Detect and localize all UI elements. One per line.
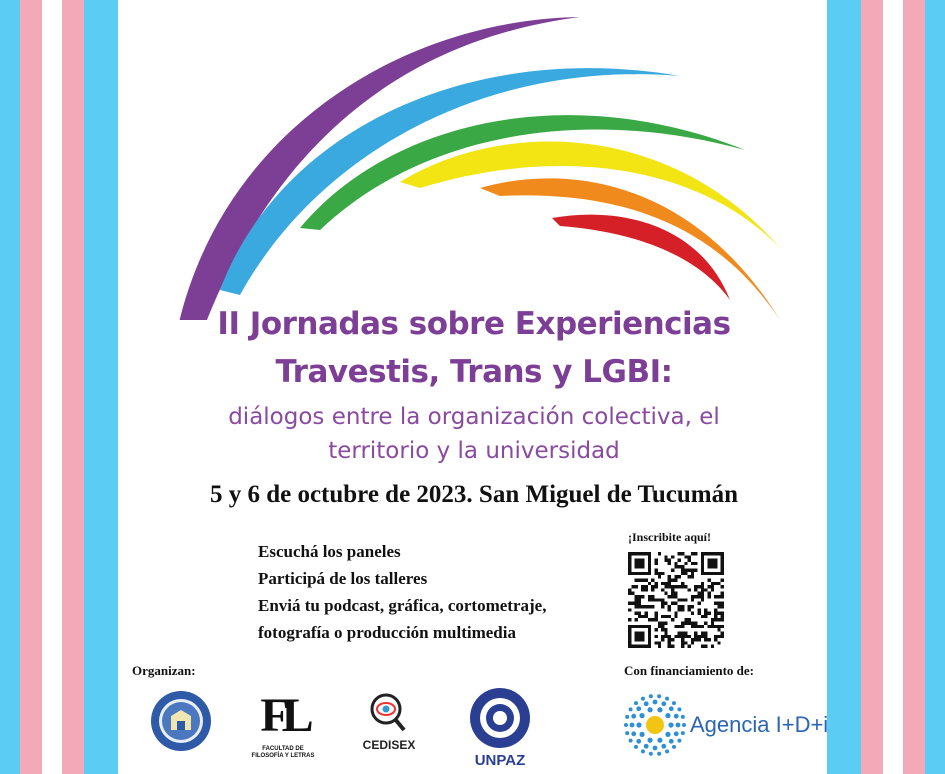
ffl-caption: FACULTAD DE FILOSOFÍA Y LETRAS (251, 746, 315, 759)
action-item: fotografía o producción multimedia (258, 623, 516, 642)
ffl-logo (248, 688, 318, 766)
agencia-dot (657, 738, 662, 743)
agencia-dot (681, 731, 685, 735)
agencia-dot (636, 739, 641, 744)
stripe-white (883, 0, 903, 774)
agencia-dot (647, 707, 652, 712)
stripe-blue (84, 0, 118, 774)
event-title-line1: II Jornadas sobre Experiencias (217, 306, 731, 342)
agencia-dots-icon (624, 694, 686, 756)
agencia-dot (634, 701, 638, 705)
agencia-dot (631, 714, 636, 719)
cedisex-wordmark: CEDISEX (362, 738, 416, 752)
event-subtitle-line1: diálogos entre la organización colectiva, el (228, 404, 720, 430)
stripe-pink (20, 0, 42, 774)
stripe-white (42, 0, 62, 774)
event-subtitle-line2: territorio y la universidad (328, 438, 620, 464)
unpaz-wordmark: UNPAZ (474, 752, 526, 769)
agencia-dot (647, 738, 652, 743)
agencia-dot (674, 714, 679, 719)
action-item: Participá de los talleres (258, 569, 428, 588)
stripe-blue (925, 0, 945, 774)
agencia-dot (668, 722, 673, 727)
agencia-dot (630, 723, 635, 728)
agencia-dot (672, 701, 676, 705)
red-arc (552, 215, 730, 300)
unpaz-sun-icon (460, 684, 540, 750)
agencia-dot (644, 701, 649, 706)
agencia-dot (677, 707, 681, 711)
agencia-dot (676, 723, 681, 728)
organizers-label: Organizan: (132, 663, 196, 678)
stripe-pink (903, 0, 925, 774)
registration-qr-code[interactable] (628, 552, 724, 648)
blue-arc (220, 68, 680, 295)
agencia-dot (649, 694, 653, 698)
left-trans-flag-stripes (0, 0, 118, 774)
agencia-dot (665, 749, 669, 753)
agencia-dot (625, 731, 629, 735)
agencia-dot (681, 715, 685, 719)
agencia-dot (641, 749, 645, 753)
agencia-dot (665, 697, 669, 701)
stripe-pink (861, 0, 883, 774)
agencia-dot (661, 701, 666, 706)
unpaz-logo (460, 684, 540, 772)
agencia-idi-logo (624, 694, 839, 758)
cedisex-logo (354, 690, 424, 770)
agencia-dot (657, 707, 662, 712)
agencia-dot (624, 723, 628, 727)
agencia-dot (631, 731, 636, 736)
ffl-letters: FL (260, 689, 306, 742)
agencia-dot (682, 723, 686, 727)
agencia-dot (636, 722, 641, 727)
agencia-dot (665, 732, 670, 737)
agencia-dot (641, 697, 645, 701)
stripe-pink (62, 0, 84, 774)
agencia-wordmark: Agencia I+D+i (690, 712, 829, 737)
agencia-dot (657, 752, 661, 756)
agencia-dot (661, 744, 666, 749)
agencia-dot (629, 739, 633, 743)
action-item: Escuchá los paneles (258, 542, 401, 561)
agencia-dot (657, 694, 661, 698)
agencia-dot (639, 713, 644, 718)
funding-label: Con financiamiento de: (624, 663, 754, 678)
agencia-dot (677, 739, 681, 743)
agencia-dot (653, 700, 658, 705)
agencia-dot (665, 713, 670, 718)
poster (132, 0, 829, 774)
agencia-dot (653, 746, 658, 751)
agencia-dot (674, 731, 679, 736)
stripe-blue (0, 0, 20, 774)
agencia-dot (636, 706, 641, 711)
agencia-dot (669, 739, 674, 744)
event-date-location: 5 y 6 de octubre de 2023. San Miguel de Tucumán (209, 481, 739, 508)
agencia-dot (629, 707, 633, 711)
agencia-dot (649, 752, 653, 756)
call-to-action-list (258, 538, 546, 646)
orange-arc (480, 178, 780, 320)
action-item: Enviá tu podcast, gráfica, cortometraje, (258, 596, 547, 615)
university-seal-logo (150, 690, 212, 752)
agencia-dot (625, 715, 629, 719)
agencia-dot (672, 745, 676, 749)
agencia-dot (634, 745, 638, 749)
agencia-dot (644, 744, 649, 749)
event-title-line2: Travestis, Trans y LGBI: (275, 354, 673, 390)
agencia-dot (639, 732, 644, 737)
magnifier-eye-icon (354, 690, 424, 736)
rainbow-arcs-graphic (140, 0, 808, 320)
stripe-blue (827, 0, 861, 774)
agencia-dot (669, 706, 674, 711)
right-trans-flag-stripes (827, 0, 945, 774)
register-label: ¡Inscribite aquí! (628, 530, 712, 544)
